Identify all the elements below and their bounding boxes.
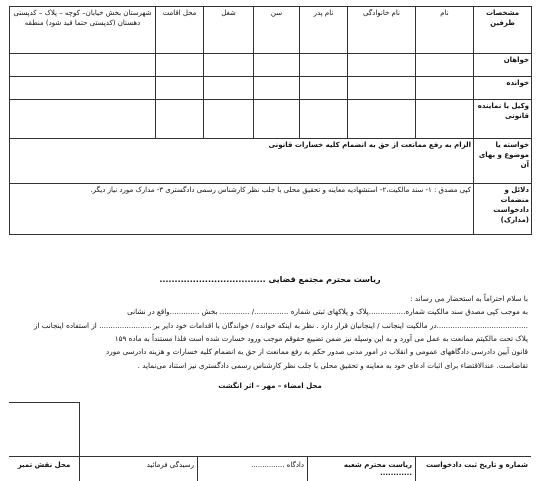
header-job: شغل (204, 7, 254, 54)
court-label: دادگاه ............... (197, 457, 307, 481)
plaintiff-father-cell[interactable] (300, 54, 348, 77)
evidence-label: دلائل و منضمات دادخواست (مدارک) (474, 184, 532, 235)
receipt-label: رسیدگی فرمائید (79, 457, 197, 481)
lawyer-age-cell[interactable] (254, 100, 300, 139)
header-residence: محل اقامت (156, 7, 204, 54)
defendant-age-cell[interactable] (254, 77, 300, 100)
letter-line-3: پلاک تحت مالکیتم ممانعت به عمل می آورد و به این وسیله نیز ضمن تضییع حقوقم موجب ورود خسارت شده است فلذا مستنداً به ماده ۱۵۹ (114, 333, 528, 343)
letter-line-1: به موجب کپی مصدق سند مالکیت شماره................پلاک و پلاکهای ثبتی شماره .............../ ............. بخش .............واقع در نشانی (127, 307, 528, 317)
lawyer-address-cell[interactable] (10, 100, 156, 139)
defendant-job-cell[interactable] (204, 77, 254, 100)
table-header-row (10, 7, 532, 54)
lawyer-residence-cell[interactable] (156, 100, 204, 139)
plaintiff-label: خواهان (474, 54, 532, 77)
header-age: سن (254, 7, 300, 54)
defendant-family-cell[interactable] (348, 77, 416, 100)
claim-text: الزام به رفع ممانعت از حق به انضمام کلیه خسارات قانونی (10, 139, 474, 184)
header-address: شهرستان بخش خیابان– کوچه – پلاک – کدپستی دهستان (کدپستی حتما قید شود) منطقه (10, 7, 156, 54)
registration-label: شماره و تاریخ ثبت دادخواست (415, 457, 531, 481)
stamp-box (9, 402, 80, 457)
evidence-row (10, 184, 532, 235)
header-name: نام (416, 7, 474, 54)
letter-title: ریاست محترم مجتمع قضایی ................................... (159, 275, 381, 284)
greeting: با سلام احتراماً به استحضار می رساند : (410, 294, 528, 303)
claim-label: خواسته یا موضوع و بهای آن (474, 139, 532, 184)
plaintiff-row (10, 54, 532, 77)
header-father: نام پدر (300, 7, 348, 54)
defendant-father-cell[interactable] (300, 77, 348, 100)
letter-line-4: قانون آیین دادرسی دادگاههای عمومی و انقلاب در امور مدنی صدور حکم به رفع ممانعت از حق به انضمام کلیه خسارات و هزینه دادرسی مورد (106, 347, 528, 357)
claim-row (10, 139, 532, 184)
defendant-label: خوانده (474, 77, 532, 100)
defendant-row (10, 77, 532, 100)
plaintiff-age-cell[interactable] (254, 54, 300, 77)
letter-line-5: تقاضاست. عندالاقتضاء برای اثبات ادعای خود به معاینه و تحقیق محلی با جلب نظر کارشناس رسمی دادگستری نیز استناد می‌نماید . (137, 360, 528, 370)
stamp-label: محل نقش تمبر (17, 461, 71, 469)
lawyer-label: وکیل یا نماینده قانونی (474, 100, 532, 139)
plaintiff-residence-cell[interactable] (156, 54, 204, 77)
lawyer-name-cell[interactable] (416, 100, 474, 139)
president-label: ریاست محترم شعبه ............ (307, 457, 415, 481)
defendant-name-cell[interactable] (416, 77, 474, 100)
evidence-text: کپی مصدق : ۱- سند مالکیت،۲- استشهادیه معاینه و تحقیق محلی با جلب نظر کارشناس رسمی دادگستری ۳- مدارک مورد نیاز دیگر. (10, 184, 474, 235)
defendant-address-cell[interactable] (10, 77, 156, 100)
plaintiff-job-cell[interactable] (204, 54, 254, 77)
letter-body (9, 271, 531, 390)
defendant-residence-cell[interactable] (156, 77, 204, 100)
letter-line-2: ........................................در مالکیت اینجانب / اینجانبان قرار دارد . نظر به اینکه خوانده / خواندگان با اقدامات خود دایر بر ....................... از استفاده اینجانب از (33, 320, 528, 330)
plaintiff-name-cell[interactable] (416, 54, 474, 77)
footer-bar (9, 456, 531, 481)
plaintiff-family-cell[interactable] (348, 54, 416, 77)
lawyer-family-cell[interactable] (348, 100, 416, 139)
header-specs: مشخصات طرفین (474, 7, 532, 54)
header-family: نام خانوادگی (348, 7, 416, 54)
lawyer-job-cell[interactable] (204, 100, 254, 139)
plaintiff-address-cell[interactable] (10, 54, 156, 77)
parties-table (9, 6, 532, 235)
lawyer-father-cell[interactable] (300, 100, 348, 139)
signature-place: محل امضاء – مهر – اثر انگشت (218, 381, 322, 390)
lawyer-row (10, 100, 532, 139)
